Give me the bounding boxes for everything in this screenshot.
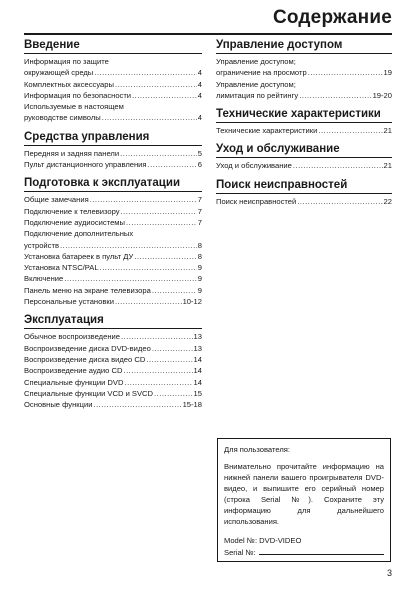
entry-last-line: [24, 90, 202, 101]
entry-label: устройств: [24, 240, 59, 250]
dot-leader: [318, 125, 382, 136]
dot-leader: [308, 67, 383, 78]
entry-label: Панель меню на экране телевизора: [24, 285, 151, 295]
entry-page-number: 4: [197, 68, 202, 78]
entry-label: Специальные функции DVD: [24, 377, 124, 387]
entry-last-line: [24, 206, 202, 217]
entry-label: лимитация по рейтингу: [216, 90, 299, 100]
toc-entry: [24, 79, 202, 90]
dot-leader: [102, 112, 197, 123]
toc-section: [24, 175, 202, 307]
entry-last-line: [24, 354, 202, 365]
dot-leader: [93, 399, 181, 410]
user-info-box: [217, 438, 391, 562]
dot-leader: [152, 343, 193, 354]
entry-last-line: [24, 399, 202, 410]
section-title: Управление доступом: [216, 37, 392, 54]
entry-label: Воспроизведение диска видео CD: [24, 354, 146, 364]
toc-entry: [216, 125, 392, 136]
entry-page-number: 4: [197, 113, 202, 123]
dot-leader: [146, 354, 192, 365]
serial-write-line: [259, 546, 384, 555]
dot-leader: [297, 196, 382, 207]
toc-section: [24, 37, 202, 124]
entry-last-line: [24, 79, 202, 90]
dot-leader: [100, 262, 197, 273]
entry-text-line: Управление доступом;: [216, 79, 296, 89]
entry-text-line: Используемые в настоящем: [24, 102, 124, 112]
toc-section: [24, 312, 202, 410]
entry-last-line: [24, 273, 202, 284]
toc-entry: [24, 262, 202, 273]
toc-entry: [24, 159, 202, 170]
entry-last-line: [24, 112, 202, 123]
entry-page-number: 7: [197, 217, 202, 227]
toc-entry: [24, 217, 202, 228]
entry-last-line: [24, 296, 202, 307]
entry-label: Поиск неисправностей: [216, 196, 297, 206]
entry-page-number: 15-18: [182, 400, 202, 410]
toc-entry: [24, 206, 202, 217]
toc-section: [216, 141, 392, 171]
dot-leader: [148, 159, 197, 170]
entry-label: Пульт дистанционного управления: [24, 160, 147, 170]
entry-last-line: [24, 262, 202, 273]
entry-last-line: [24, 159, 202, 170]
toc-entry: [24, 343, 202, 354]
toc-entry: [216, 196, 392, 207]
toc-entry: [24, 285, 202, 296]
entry-page-number: 9: [197, 285, 202, 295]
entry-page-number: 7: [197, 206, 202, 216]
entry-last-line: [216, 67, 392, 78]
dot-leader: [115, 79, 197, 90]
entry-label: Специальные функции VCD и SVCD: [24, 388, 154, 398]
toc-entry: [24, 377, 202, 388]
entry-label: Воспроизведение аудио CD: [24, 366, 123, 376]
page-number: 3: [386, 568, 392, 578]
entry-page-number: 6: [197, 160, 202, 170]
dot-leader: [132, 90, 197, 101]
toc-entry: [24, 365, 202, 376]
user-box-text: Внимательно прочитайте информацию на нижней панели вашего проигрывателя DVD-видео, и выпишите его серийный номер (строка Serial №). Сохраните эту информацию для дальнейшего использования.: [224, 462, 384, 526]
entry-last-line: [24, 285, 202, 296]
user-box-title: Для пользователя:: [224, 445, 290, 454]
dot-leader: [154, 388, 193, 399]
dot-leader: [115, 296, 182, 307]
entry-page-number: 21: [383, 126, 392, 136]
entry-last-line: [24, 331, 202, 342]
serial-label: Serial №:: [224, 548, 256, 557]
entry-label: руководстве символы: [24, 113, 101, 123]
entry-page-number: 13: [193, 332, 202, 342]
entry-last-line: [24, 343, 202, 354]
toc-entry: [24, 148, 202, 159]
toc-entry: [24, 354, 202, 365]
section-title: Технические характеристики: [216, 106, 392, 123]
entry-page-number: 8: [197, 240, 202, 250]
section-title: Уход и обслуживание: [216, 141, 392, 158]
entry-page-number: 8: [197, 251, 202, 261]
entry-page-number: 19-20: [372, 90, 392, 100]
entry-last-line: [24, 240, 202, 251]
entry-last-line: [24, 67, 202, 78]
section-title: Введение: [24, 37, 202, 54]
entry-page-number: 4: [197, 79, 202, 89]
entry-page-number: 14: [193, 354, 202, 364]
page-title: Содержание: [272, 7, 392, 28]
entry-label: Персональные установки: [24, 297, 114, 307]
dot-leader: [64, 273, 196, 284]
entry-page-number: 4: [197, 90, 202, 100]
section-title: Эксплуатация: [24, 312, 202, 329]
entry-label: Включение: [24, 274, 64, 284]
entry-page-number: 9: [197, 263, 202, 273]
entry-label: Воспроизведение диска DVD-видео: [24, 343, 151, 353]
entry-page-number: 9: [197, 274, 202, 284]
section-title: Поиск неисправностей: [216, 177, 392, 194]
entry-last-line: [216, 160, 392, 171]
entry-page-number: 5: [197, 148, 202, 158]
entry-last-line: [24, 388, 202, 399]
dot-leader: [120, 148, 197, 159]
entry-last-line: [216, 196, 392, 207]
entry-label: Комплектных аксессуары: [24, 79, 114, 89]
dot-leader: [121, 331, 193, 342]
entry-page-number: 10-12: [182, 297, 202, 307]
toc-left-column: [24, 37, 202, 415]
toc-entry: [24, 296, 202, 307]
entry-label: Передняя и задняя панели: [24, 148, 120, 158]
toc-entry: [24, 228, 202, 251]
toc-entry: [216, 160, 392, 171]
entry-last-line: [24, 194, 202, 205]
entry-label: Информация по безопасности: [24, 90, 132, 100]
entry-label: Установка NTSC/PAL: [24, 263, 99, 273]
dot-leader: [94, 67, 196, 78]
entry-label: Общие замечания: [24, 195, 89, 205]
entry-page-number: 22: [383, 196, 392, 206]
entry-label: Технические характеристики: [216, 126, 318, 136]
dot-leader: [121, 206, 197, 217]
dot-leader: [152, 285, 197, 296]
toc-section: [216, 177, 392, 207]
entry-last-line: [24, 251, 202, 262]
toc-entry: [24, 388, 202, 399]
entry-text-line: Управление доступом;: [216, 57, 296, 66]
entry-page-number: 21: [383, 161, 392, 171]
dot-leader: [293, 160, 383, 171]
dot-leader: [299, 90, 371, 101]
entry-label: окружающей среды: [24, 68, 94, 78]
entry-page-number: 7: [197, 195, 202, 205]
entry-label: Уход и обслуживание: [216, 161, 292, 171]
toc-entry: [24, 101, 202, 124]
entry-page-number: 13: [193, 343, 202, 353]
section-title: Подготовка к эксплуатации: [24, 175, 202, 192]
dot-leader: [90, 194, 197, 205]
toc-section: [216, 37, 392, 101]
serial-row: [224, 546, 384, 558]
entry-page-number: 14: [193, 366, 202, 376]
dot-leader: [123, 365, 192, 376]
dot-leader: [60, 240, 197, 251]
entry-last-line: [216, 125, 392, 136]
entry-label: Основные функции: [24, 400, 93, 410]
entry-text-line: Информация по защите: [24, 57, 109, 66]
toc-entry: [24, 194, 202, 205]
entry-text-line: Подключение дополнительных: [24, 229, 134, 239]
entry-page-number: 19: [383, 68, 392, 78]
title-divider: [24, 33, 392, 35]
toc-entry: [24, 56, 202, 79]
dot-leader: [134, 251, 196, 262]
entry-last-line: [24, 377, 202, 388]
entry-last-line: [24, 148, 202, 159]
toc-entry: [24, 273, 202, 284]
entry-last-line: [24, 365, 202, 376]
dot-leader: [126, 217, 197, 228]
entry-last-line: [216, 90, 392, 101]
entry-page-number: 14: [193, 377, 202, 387]
entry-label: Подключение к телевизору: [24, 206, 120, 216]
toc-right-column: [216, 37, 392, 212]
entry-last-line: [24, 217, 202, 228]
toc-entry: [216, 56, 392, 79]
model-line: Model №: DVD-VIDEO: [224, 536, 302, 545]
toc-entry: [24, 251, 202, 262]
dot-leader: [124, 377, 192, 388]
entry-label: ограничение на просмотр: [216, 68, 307, 78]
entry-page-number: 15: [193, 388, 202, 398]
toc-section: [24, 129, 202, 171]
entry-label: Обычное воспроизведение: [24, 332, 120, 342]
entry-label: Установка батареек в пульт ДУ: [24, 251, 134, 261]
toc-entry: [24, 90, 202, 101]
section-title: Средства управления: [24, 129, 202, 146]
toc-entry: [24, 331, 202, 342]
toc-entry: [216, 79, 392, 102]
entry-label: Подключение аудиосистемы: [24, 217, 125, 227]
toc-section: [216, 106, 392, 136]
toc-entry: [24, 399, 202, 410]
